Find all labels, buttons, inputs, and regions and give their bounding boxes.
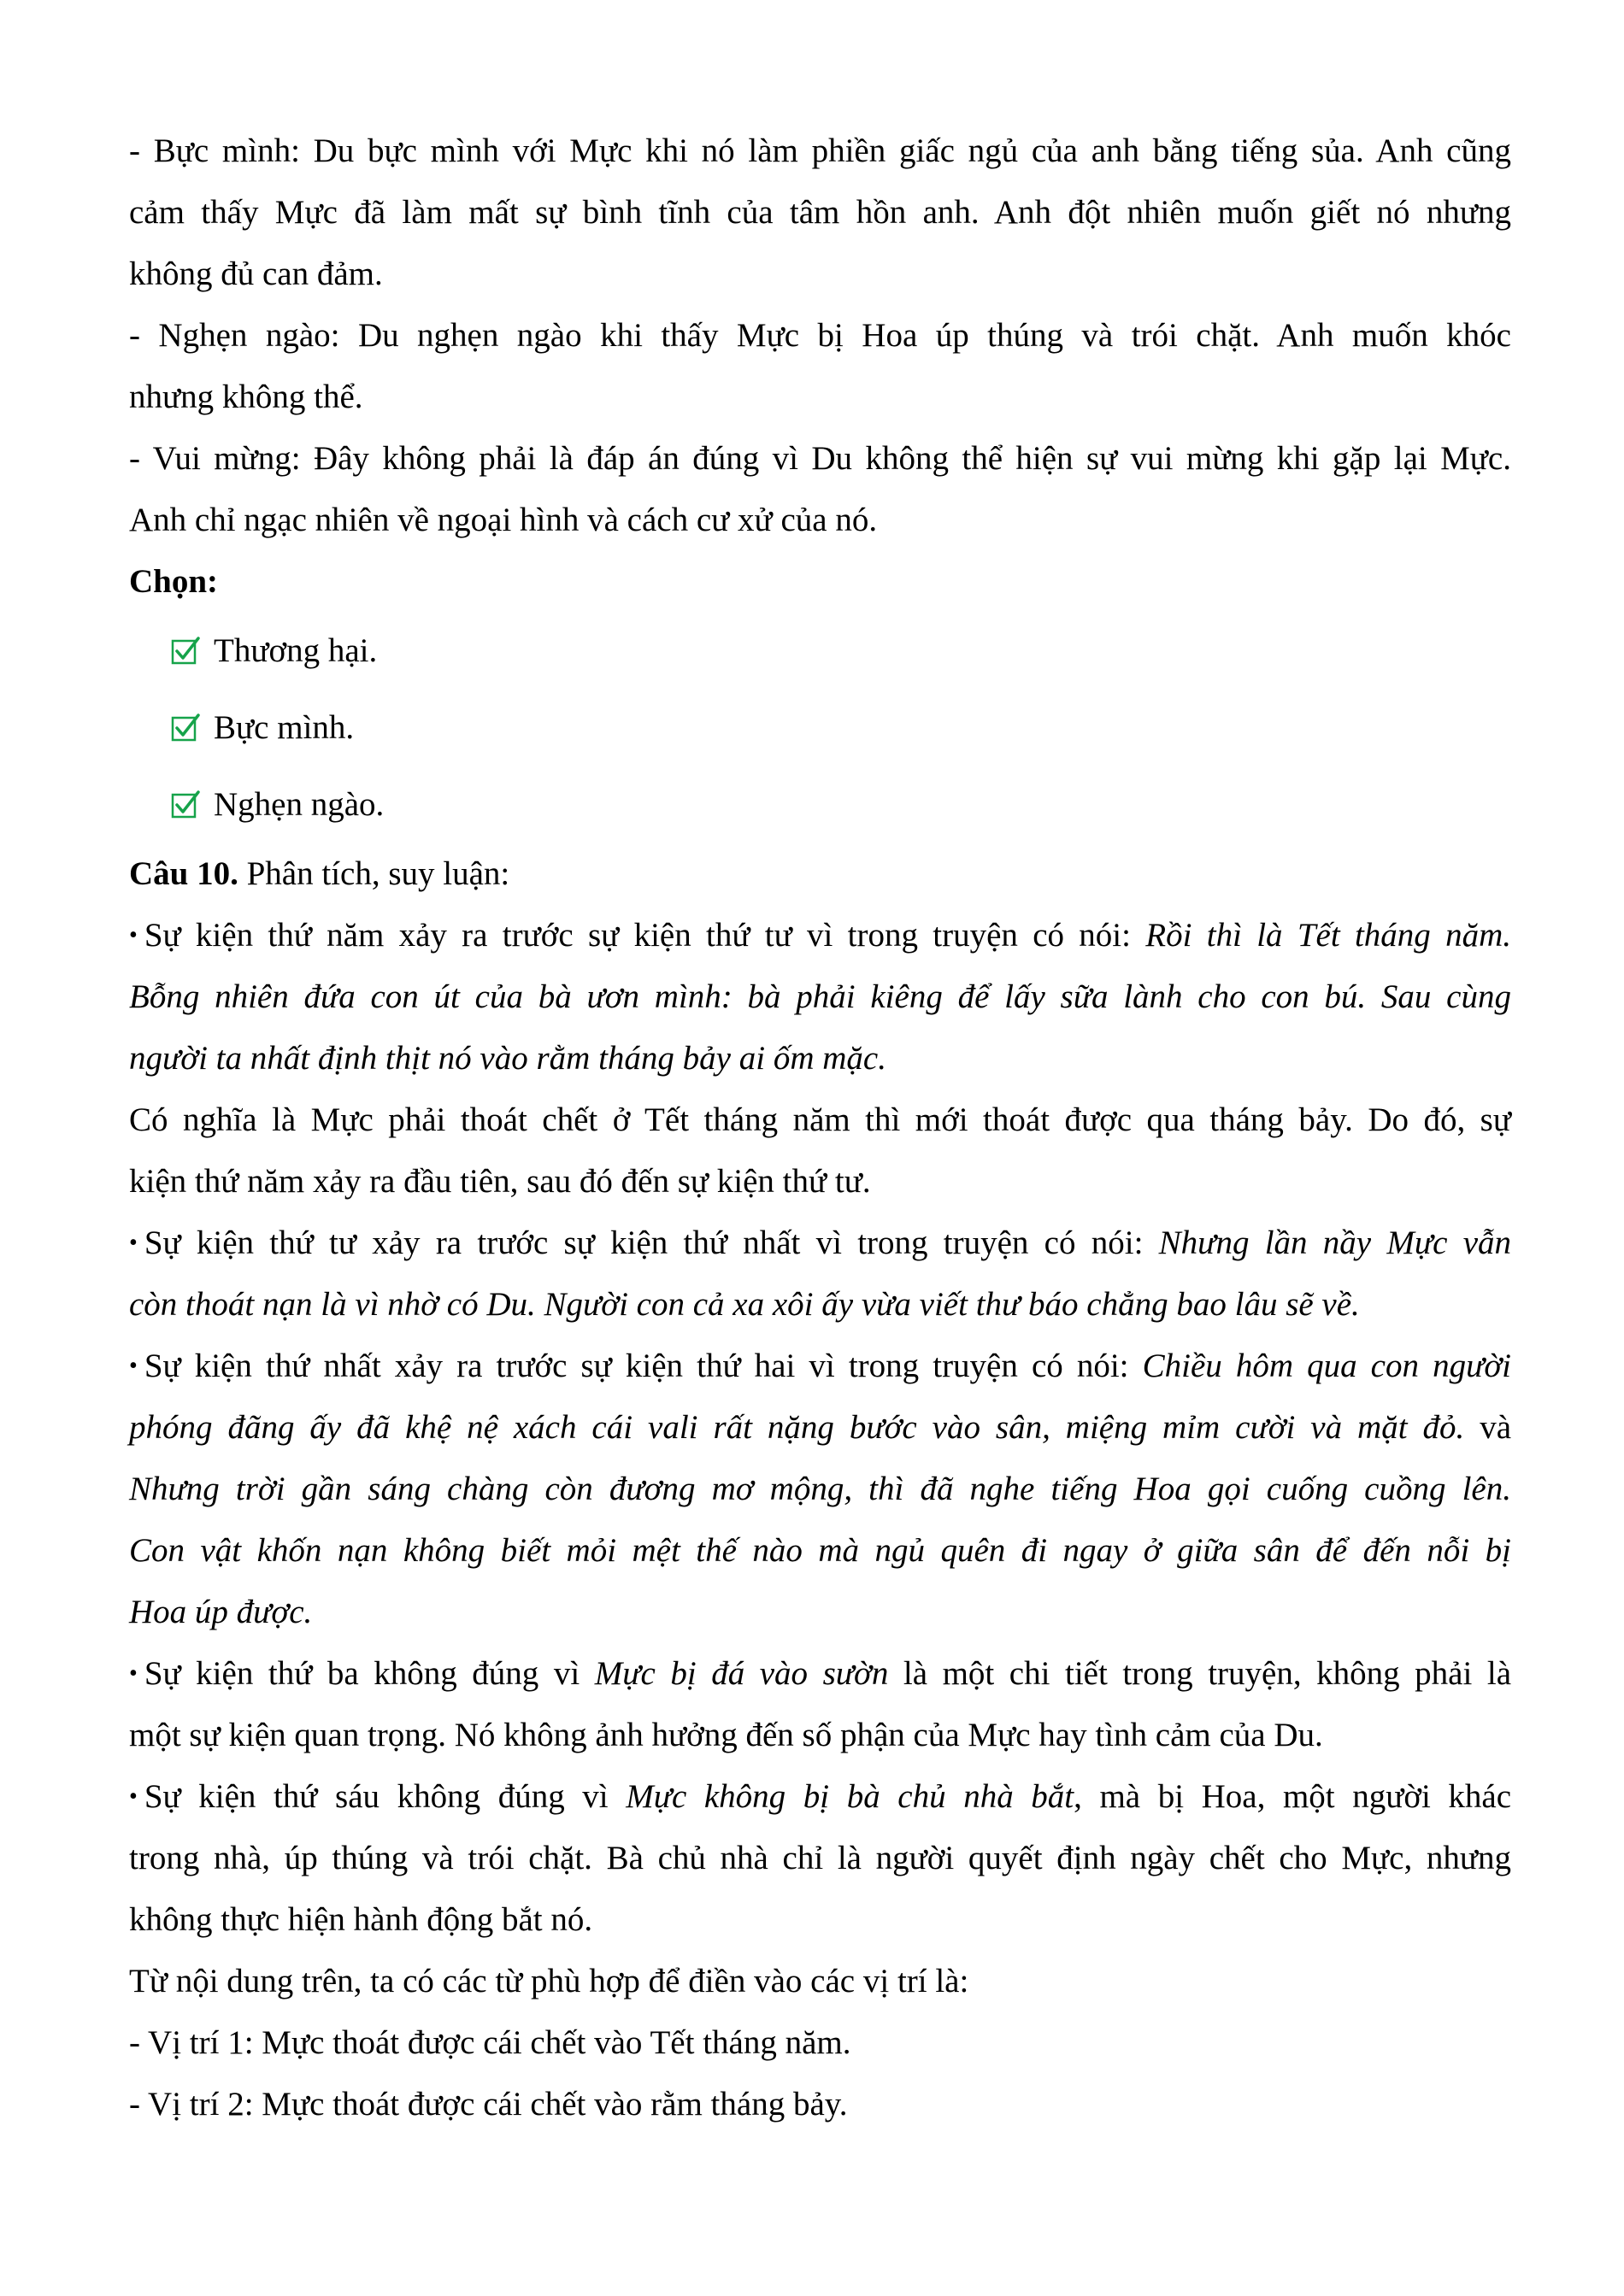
choice-label: Thương hại. [214, 632, 378, 669]
text-line: - Bực mình: Du bực mình với Mực khi nó làm phiền giấc ngủ của anh bằng tiếng sủa. Anh cũng [129, 132, 1511, 169]
question-subtitle: Phân tích, suy luận: [246, 855, 510, 892]
quote-text: Con vật khốn nạn không biết mỏi mệt thế nào mà ngủ quên đi ngay ở giữa sân để đến nỗi bị [129, 1532, 1511, 1569]
text-line [129, 1643, 1511, 1705]
paragraph-buc-minh [129, 120, 1511, 305]
text-line: một sự kiện quan trọng. Nó không ảnh hưởng đến số phận của Mực hay tình cảm của Du. [129, 1717, 1323, 1753]
paragraph-meaning [129, 1089, 1511, 1213]
text-line: - Vui mừng: Đây không phải là đáp án đúng vì Du không thể hiện sự vui mừng khi gặp lại Mực. [129, 440, 1511, 477]
choose-label: Chọn: [129, 563, 219, 600]
paragraph-vui-mung [129, 428, 1511, 551]
bullet-icon: • [129, 1353, 138, 1379]
position-1-text: - Vị trí 1: Mực thoát được cái chết vào Tết tháng năm. [129, 2024, 851, 2061]
text-line: kiện thứ năm xảy ra đầu tiên, sau đó đến sự kiện thứ tư. [129, 1163, 871, 1200]
bullet-event-3 [129, 1643, 1511, 1766]
text-line: không thực hiện hành động bắt nó. [129, 1901, 593, 1938]
bullet-icon: • [129, 1230, 138, 1256]
quote-text: Mực không bị bà chủ nhà bắt [626, 1778, 1074, 1815]
text-line: cảm thấy Mực đã làm mất sự bình tĩnh của tâm hồn anh. Anh đột nhiên muốn giết nó nhưng [129, 194, 1511, 231]
checkbox-checked-icon [171, 790, 200, 819]
bullet-event-1 [129, 1336, 1511, 1643]
text-line [129, 1336, 1511, 1397]
quote-text: Chiều hôm qua con người [1142, 1348, 1511, 1384]
bullet-event-5 [129, 905, 1511, 1089]
choice-label: Bực mình. [214, 709, 355, 746]
position-2-text: - Vị trí 2: Mực thoát được cái chết vào rằm tháng bảy. [129, 2086, 848, 2123]
quote-text: Nhưng lần nầy Mực vẫn [1158, 1224, 1511, 1261]
bullet-event-6 [129, 1766, 1511, 1951]
text-line: - Nghẹn ngào: Du nghẹn ngào khi thấy Mực bị Hoa úp thúng và trói chặt. Anh muốn khóc [129, 317, 1511, 354]
conjunction-text: và [1464, 1409, 1511, 1446]
text-line [129, 1766, 1511, 1828]
bullet-text: Sự kiện thứ tư xảy ra trước sự kiện thứ nhất vì trong truyện có nói: [144, 1224, 1159, 1261]
choice-item [171, 613, 1511, 690]
text-line: Anh chỉ ngạc nhiên về ngoại hình và cách cư xử của nó. [129, 502, 878, 538]
paragraph-nghen-ngao [129, 305, 1511, 428]
choice-label: Nghẹn ngào. [214, 786, 385, 823]
bullet-icon: • [129, 1660, 138, 1687]
bullet-event-4 [129, 1213, 1511, 1336]
quote-text: Rồi thì là Tết tháng năm. [1145, 917, 1511, 954]
text-line [129, 905, 1511, 966]
bullet-text: Sự kiện thứ nhất xảy ra trước sự kiện thứ hai vì trong truyện có nói: [144, 1348, 1143, 1384]
choice-item [171, 766, 1511, 843]
text-line: không đủ can đảm. [129, 255, 383, 292]
question-number: Câu 10. [129, 855, 238, 892]
document-body [129, 120, 1511, 2135]
bullet-text: là một chi tiết trong truyện, không phải là [888, 1655, 1512, 1692]
text-line [129, 1213, 1511, 1274]
quote-text: còn thoát nạn là vì nhờ có Du. Người con cả xa xôi ấy vừa viết thư báo chẳng bao lâu sẽ về. [129, 1286, 1360, 1323]
text-line: trong nhà, úp thúng và trói chặt. Bà chủ nhà chỉ là người quyết định ngày chết cho Mực, nhưng [129, 1840, 1511, 1876]
quote-text: phóng đãng ấy đã khệ nệ xách cái vali rất nặng bước vào sân, miệng mỉm cười và mặt đỏ. [129, 1409, 1465, 1446]
bullet-text: Sự kiện thứ sáu không đúng vì [144, 1778, 627, 1815]
bullet-icon: • [129, 922, 138, 948]
text-line: nhưng không thể. [129, 379, 363, 415]
quote-text: người ta nhất định thịt nó vào rằm tháng bảy ai ốm mặc. [129, 1040, 886, 1077]
question-10-heading [129, 843, 1511, 905]
bullet-text: Sự kiện thứ năm xảy ra trước sự kiện thứ tư vì trong truyện có nói: [144, 917, 1146, 954]
checkbox-checked-icon [171, 713, 200, 743]
quote-text: Mực bị đá vào sườn [594, 1655, 889, 1692]
checkbox-checked-icon [171, 637, 200, 666]
bullet-text: Sự kiện thứ ba không đúng vì [144, 1655, 595, 1692]
choice-list [171, 613, 1511, 843]
quote-text: Hoa úp được. [129, 1594, 313, 1630]
text-line [129, 1397, 1511, 1459]
quote-text: Bỗng nhiên đứa con út của bà ươn mình: bà phải kiêng để lấy sữa lành cho con bú. Sau cùng [129, 978, 1511, 1015]
quote-text: Nhưng trời gần sáng chàng còn đương mơ mộng, thì đã nghe tiếng Hoa gọi cuống cuồng lên. [129, 1471, 1511, 1507]
bullet-text: , mà bị Hoa, một người khác [1074, 1778, 1512, 1815]
text-line: Có nghĩa là Mực phải thoát chết ở Tết tháng năm thì mới thoát được qua tháng bảy. Do đó, sự [129, 1101, 1511, 1138]
conclusion-text: Từ nội dung trên, ta có các từ phù hợp để điền vào các vị trí là: [129, 1963, 969, 1999]
bullet-icon: • [129, 1783, 138, 1810]
choice-item [171, 690, 1511, 766]
